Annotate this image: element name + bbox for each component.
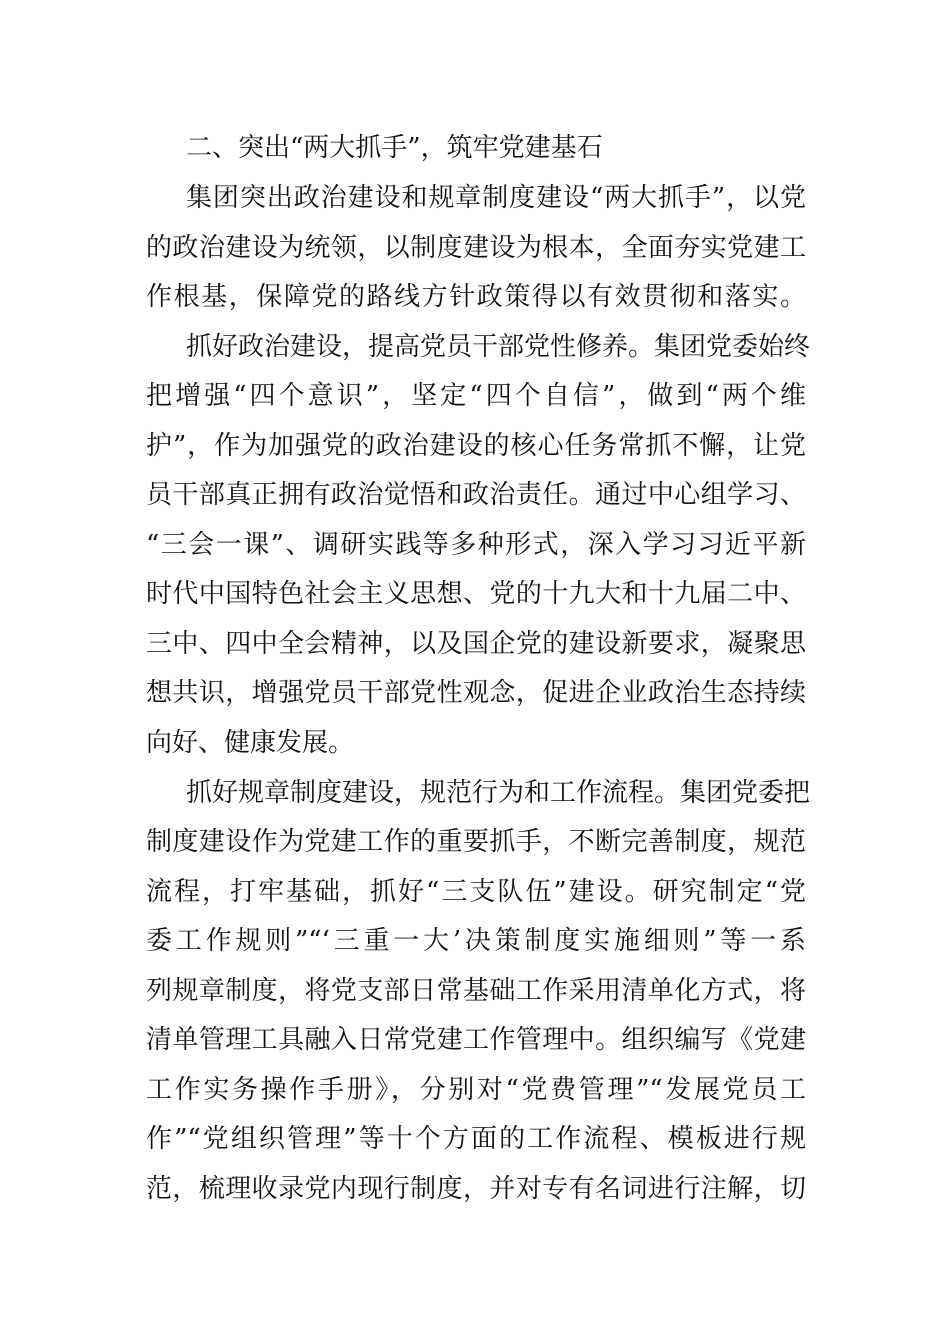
paragraph-2-line-9: 向好、健康发展。 bbox=[146, 728, 355, 758]
section-heading: 二、突出“两大抓手”，筑牢党建基石 bbox=[186, 133, 603, 163]
paragraph-1-line-1: 集团突出政治建设和规章制度建设“两大抓手”，以党 bbox=[186, 183, 806, 213]
paragraph-3-line-4: 委工作规则”“‘三重一大’决策制度实施细则”等一系 bbox=[146, 926, 806, 956]
paragraph-2-line-3: 护”，作为加强党的政治建设的核心任务常抓不懈，让党 bbox=[146, 431, 806, 461]
paragraph-2-line-4: 员干部真正拥有政治觉悟和政治责任。通过中心组学习、 bbox=[146, 480, 806, 510]
paragraph-2-line-5: “三会一课”、调研实践等多种形式，深入学习习近平新 bbox=[146, 530, 806, 560]
paragraph-2-line-1: 抓好政治建设，提高党员干部党性修养。集团党委始终 bbox=[186, 332, 811, 362]
paragraph-3-line-7: 工作实务操作手册》，分别对“党费管理”“发展党员工 bbox=[146, 1075, 806, 1105]
paragraph-2-line-2: 把增强“四个意识”，坚定“四个自信”，做到“两个维 bbox=[146, 381, 806, 411]
paragraph-3-line-9: 范，梳理收录党内现行制度，并对专有名词进行注解，切 bbox=[146, 1174, 806, 1204]
paragraph-2-line-8: 想共识，增强党员干部党性观念，促进企业政治生态持续 bbox=[146, 678, 806, 708]
paragraph-3-line-2: 制度建设作为党建工作的重要抓手，不断完善制度，规范 bbox=[146, 827, 806, 857]
paragraph-3-line-1: 抓好规章制度建设，规范行为和工作流程。集团党委把 bbox=[186, 778, 811, 808]
paragraph-1-line-2: 的政治建设为统领，以制度建设为根本，全面夯实党建工 bbox=[146, 233, 806, 263]
paragraph-3-line-6: 清单管理工具融入日常党建工作管理中。组织编写《党建 bbox=[146, 1025, 806, 1055]
paragraph-3-line-3: 流程，打牢基础，抓好“三支队伍”建设。研究制定“党 bbox=[146, 877, 806, 907]
paragraph-2-line-6: 时代中国特色社会主义思想、党的十九大和十九届二中、 bbox=[146, 579, 806, 609]
paragraph-1-line-3: 作根基，保障党的路线方针政策得以有效贯彻和落实。 bbox=[146, 282, 806, 312]
paragraph-2-line-7: 三中、四中全会精神，以及国企党的建设新要求，凝聚思 bbox=[146, 629, 806, 659]
paragraph-3-line-5: 列规章制度，将党支部日常基础工作采用清单化方式，将 bbox=[146, 976, 806, 1006]
paragraph-3-line-8: 作”“党组织管理”等十个方面的工作流程、模板进行规 bbox=[146, 1124, 806, 1154]
